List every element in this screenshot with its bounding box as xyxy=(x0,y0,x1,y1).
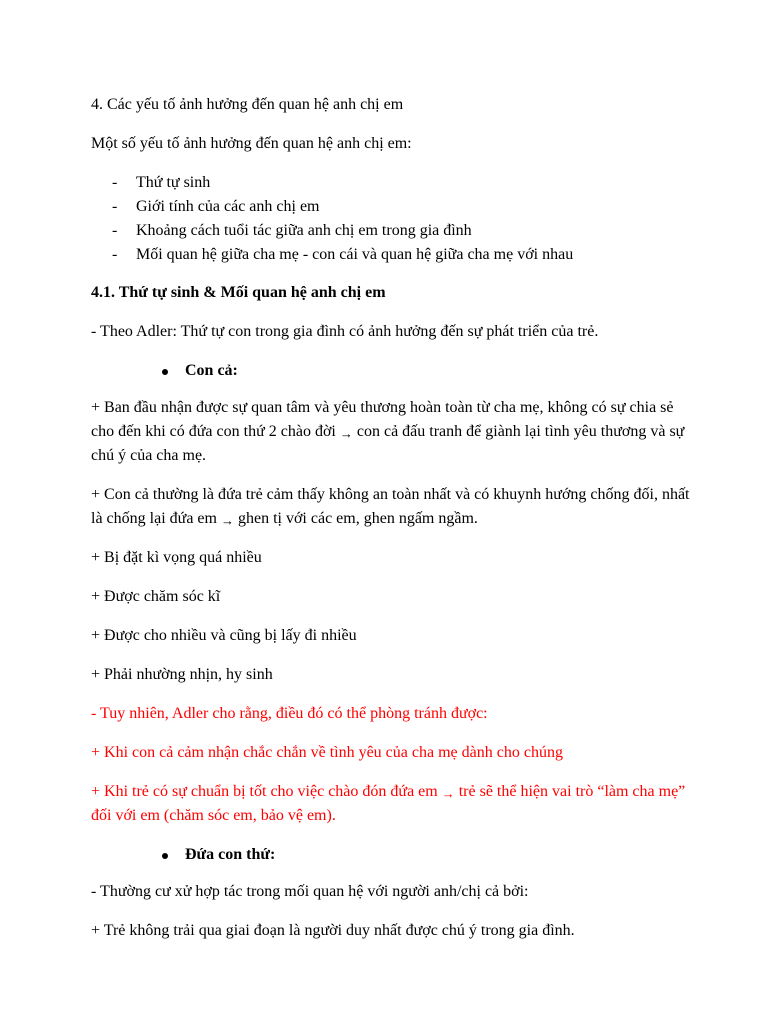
bullet-dot-icon xyxy=(162,853,168,859)
paragraph: + Bị đặt kì vọng quá nhiều xyxy=(91,549,262,566)
section-heading: 4. Các yếu tố ảnh hưởng đến quan hệ anh chị em xyxy=(91,96,404,113)
paragraph: + Trẻ không trải qua giai đoạn là người duy nhất được chú ý trong gia đình. xyxy=(91,922,575,939)
text-run: + Ban đầu nhận được sự quan tâm và yêu thương hoàn toàn từ cha mẹ, không có sự chia sẻ cho đến khi có đứa con thứ 2 chào đời xyxy=(91,399,674,440)
text-run: ghen tị với các em, ghen ngấm ngầm. xyxy=(233,510,478,527)
bullet-heading-con-ca xyxy=(91,359,691,383)
paragraph: + Được cho nhiều và cũng bị lấy đi nhiều xyxy=(91,627,357,644)
bullet-heading-con-thu xyxy=(91,843,691,867)
list-item xyxy=(91,195,691,219)
list-item xyxy=(91,219,691,243)
document-page xyxy=(91,93,691,958)
paragraph: + Phải nhường nhịn, hy sinh xyxy=(91,666,273,683)
intro-text: Một số yếu tố ảnh hưởng đến quan hệ anh chị em: xyxy=(91,135,412,152)
list-item-text: Thứ tự sinh xyxy=(136,174,211,191)
paragraph: - Thường cư xử hợp tác trong mối quan hệ với người anh/chị cả bởi: xyxy=(91,883,529,900)
adler-statement: - Theo Adler: Thứ tự con trong gia đình có ảnh hưởng đến sự phát triển của trẻ. xyxy=(91,323,599,340)
list-item xyxy=(91,171,691,195)
factor-list xyxy=(91,171,691,267)
text-run: + Khi trẻ có sự chuẩn bị tốt cho việc chào đón đứa em xyxy=(91,783,442,800)
subsection-heading: 4.1. Thứ tự sinh & Mối quan hệ anh chị em xyxy=(91,284,386,301)
dash-marker: - xyxy=(112,246,118,263)
arrow-right-icon: → xyxy=(441,786,455,801)
paragraph: + Được chăm sóc kĩ xyxy=(91,588,221,605)
dash-marker: - xyxy=(112,198,118,215)
text-run: + Con cả thường là đứa trẻ cảm thấy không an toàn nhất và có khuynh hướng chống đối, nhất là chống lại đứa em xyxy=(91,486,690,527)
list-item-text: Khoảng cách tuổi tác giữa anh chị em trong gia đình xyxy=(136,222,472,239)
list-item-text: Giới tính của các anh chị em xyxy=(136,198,320,215)
emphasis-paragraph xyxy=(91,780,691,828)
arrow-right-icon: → xyxy=(220,513,234,528)
bullet-heading-text: Đứa con thứ: xyxy=(185,846,276,863)
arrow-right-icon: → xyxy=(339,426,353,441)
emphasis-paragraph: + Khi con cả cảm nhận chắc chắn về tình yêu của cha mẹ dành cho chúng xyxy=(91,744,563,761)
paragraph xyxy=(91,396,691,468)
bullet-heading-text: Con cả: xyxy=(185,362,238,379)
paragraph xyxy=(91,483,691,531)
list-item xyxy=(91,243,691,267)
text-run: trẻ sẽ thể hiện vai trò “làm cha mẹ” đối với em (chăm sóc em, bảo vệ em). xyxy=(91,783,686,824)
dash-marker: - xyxy=(112,174,118,191)
emphasis-paragraph: - Tuy nhiên, Adler cho rằng, điều đó có thể phòng tránh được: xyxy=(91,705,488,722)
bullet-dot-icon xyxy=(162,369,168,375)
text-run: con cả đấu tranh để giành lại tình yêu thương và sự chú ý của cha mẹ. xyxy=(91,423,685,464)
dash-marker: - xyxy=(112,222,118,239)
list-item-text: Mối quan hệ giữa cha mẹ - con cái và quan hệ giữa cha mẹ với nhau xyxy=(136,246,574,263)
